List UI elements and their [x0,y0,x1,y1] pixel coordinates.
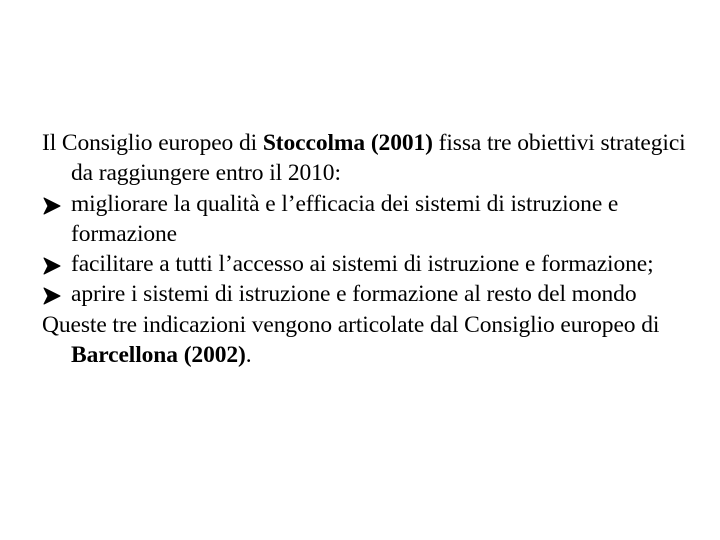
arrow-bullet-icon [42,249,64,275]
arrow-bullet-icon [42,279,64,305]
slide-body [42,128,692,370]
outro-prefix: Queste tre indicazioni vengono articolate dal Consiglio europeo di [42,311,660,338]
outro-paragraph [42,310,692,371]
bullet-text: migliorare la qualità e l’efficacia dei sistemi di istruzione e formazione [71,190,619,247]
intro-prefix: Il Consiglio europeo di [42,130,263,156]
intro-suffix: fissa tre obiettivi strategici da raggiungere entro il 2010: [71,130,686,187]
outro-place: Barcellona (2002) [71,342,246,369]
bullet-text: aprire i sistemi di istruzione e formazione al resto del mondo [71,281,637,308]
intro-place: Stoccolma (2001) [262,130,433,156]
bullet-item-1 [42,189,692,250]
bullet-item-3 [42,279,692,309]
outro-suffix: . [245,342,252,369]
arrow-bullet-icon [42,189,64,215]
intro-paragraph [42,128,692,189]
bullet-text: facilitare a tutti l’accesso ai sistemi di istruzione e formazione; [71,251,654,278]
bullet-item-2 [42,249,692,279]
